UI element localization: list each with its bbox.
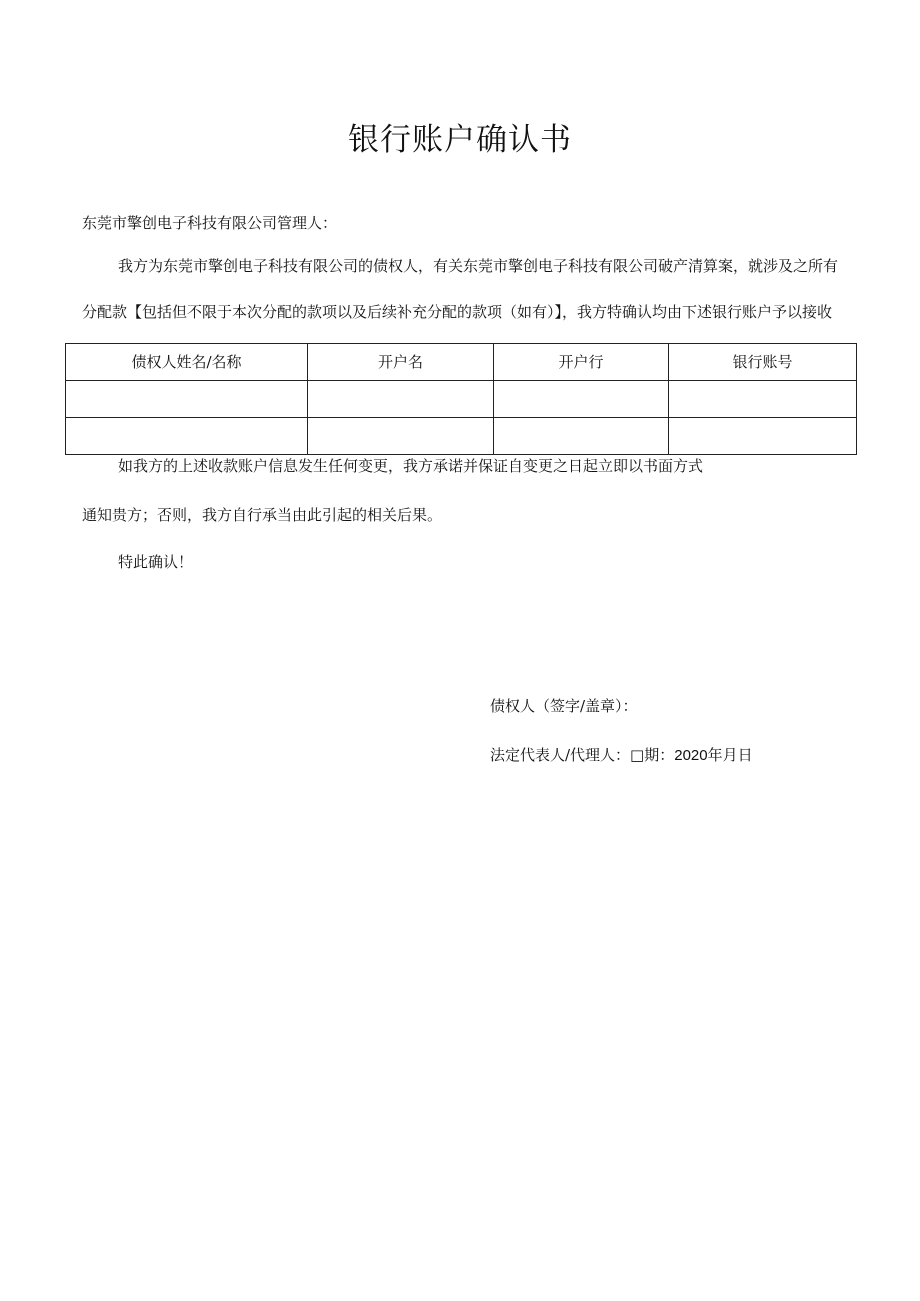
header-creditor-name: 债权人姓名/名称 — [66, 344, 308, 381]
cell-creditor-name — [66, 381, 308, 418]
closing-statement: 特此确认！ — [118, 553, 194, 571]
table-row — [66, 418, 857, 455]
date-suffix: 年月日 — [707, 746, 753, 764]
paragraph-1-line-1: 我方为东莞市擎创电子科技有限公司的债权人，有关东莞市擎创电子科技有限公司破产清算案，就涉及之所有 — [118, 257, 839, 275]
header-bank: 开户行 — [494, 344, 669, 381]
cell-bank — [494, 418, 669, 455]
table-header-row — [66, 344, 857, 381]
representative-label: 法定代表人/代理人：□期： — [490, 746, 675, 764]
header-account-name: 开户名 — [308, 344, 494, 381]
cell-account-name — [308, 418, 494, 455]
cell-account-number — [669, 381, 857, 418]
cell-account-number — [669, 418, 857, 455]
paragraph-2-line-1: 如我方的上述收款账户信息发生任何变更，我方承诺并保证自变更之日起立即以书面方式 — [118, 457, 704, 475]
bank-account-table — [65, 343, 857, 455]
header-account-number: 银行账号 — [669, 344, 857, 381]
table-row — [66, 381, 857, 418]
cell-account-name — [308, 381, 494, 418]
signature-representative-date — [490, 744, 753, 767]
paragraph-1-line-2: 分配款【包括但不限于本次分配的款项以及后续补充分配的款项（如有）】，我方特确认均由下述银行账户予以接收 — [82, 303, 833, 321]
signature-creditor: 债权人（签字/盖章）： — [490, 697, 638, 715]
cell-bank — [494, 381, 669, 418]
page-title: 银行账户确认书 — [348, 122, 572, 158]
addressee: 东莞市擎创电子科技有限公司管理人： — [82, 214, 338, 232]
cell-creditor-name — [66, 418, 308, 455]
paragraph-2-line-2: 通知贵方；否则，我方自行承当由此引起的相关后果。 — [82, 506, 443, 524]
date-year: 2020 — [674, 747, 708, 764]
